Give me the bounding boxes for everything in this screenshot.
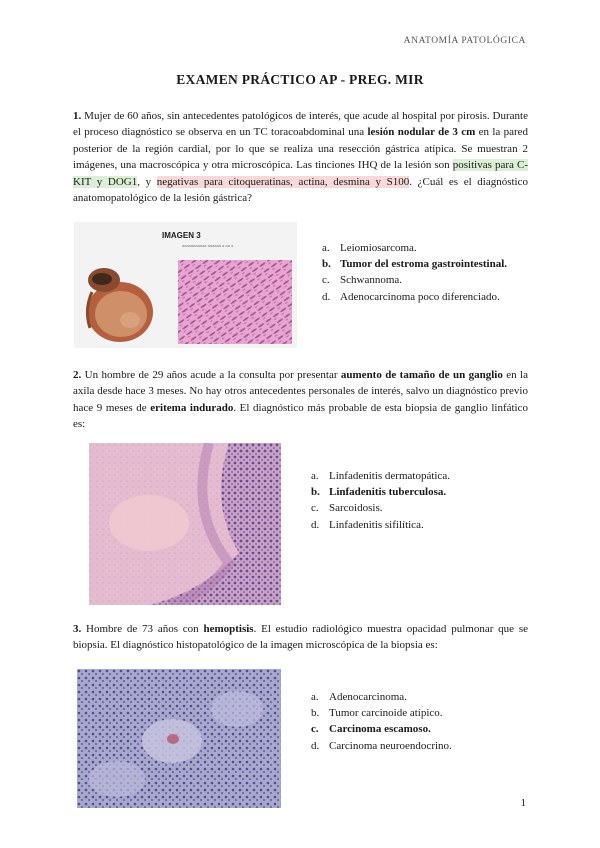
lymph-node-biopsy-image: [89, 443, 281, 605]
question-1-text: [73, 108, 528, 206]
option-letter: d.: [311, 518, 320, 531]
q3-option-d[interactable]: [311, 738, 452, 754]
q2-option-c[interactable]: [311, 500, 450, 516]
option-text: Linfadenitis tuberculosa.: [329, 486, 447, 499]
question-3-part: . El estudio radiológico muestra opacidad pulmonar que se biopsia. El diagnóstico histopatológico de la imagen microscópica de la biopsia es:: [73, 623, 528, 652]
question-1-part: en la pared posterior de la región cardial, por lo que se realiza una resección gástrica atípica. Se muestran 2 imágenes, una macroscópica y otra microscópica. Las tinciones IHQ de la lesión son: [73, 126, 529, 172]
option-text: Tumor carcinoide atípico.: [329, 707, 443, 720]
question-3-text: [73, 621, 528, 654]
option-letter: c.: [311, 723, 319, 736]
microscopic-spindle-cells: [178, 260, 292, 344]
question-2-bold: aumento de tamaño de un ganglio: [340, 369, 503, 381]
option-letter: d.: [311, 739, 320, 752]
q1-option-d[interactable]: [322, 289, 507, 305]
question-3-part: Hombre de 73 años con: [81, 623, 204, 635]
question-3-number: 3.: [73, 623, 82, 635]
q3-option-b[interactable]: [311, 705, 452, 721]
image-3-caption: aaaaaaaaaaa aaaaaa a aa a: [182, 243, 234, 248]
q3-option-c[interactable]: [311, 721, 452, 737]
option-text: Leiomiosarcoma.: [340, 242, 417, 254]
option-text: Adenocarcinoma.: [329, 691, 407, 703]
option-letter: b.: [311, 486, 320, 499]
question-1-negative-highlight: negativas para citoqueratinas, actina, desmina y S100: [156, 175, 410, 188]
option-text: Linfadenitis dermatopática.: [329, 470, 450, 482]
lung-biopsy-histology: [77, 669, 281, 808]
question-1-part: Mujer de 60 años, sin antecedentes patológicos de interés, que acude al hospital por pirosis. Durante el proceso diagnóstico se observa en un TC toracoabdominal una: [73, 110, 528, 139]
question-1-part: . ¿Cuál es el diagnóstico anatomopatológico de la lesión gástrica?: [73, 175, 529, 205]
option-letter: a.: [311, 691, 319, 703]
question-3-options: [311, 689, 452, 754]
question-3-bold: hemoptisis: [203, 623, 254, 635]
question-1-number: 1.: [73, 110, 82, 122]
option-letter: c.: [311, 502, 319, 515]
option-letter: c.: [322, 274, 330, 287]
q2-option-a[interactable]: [311, 468, 450, 484]
question-1-positive-highlight: positivas para C-KIT y DOG1: [73, 159, 528, 188]
q3-option-a[interactable]: [311, 689, 452, 705]
question-1-bold: lesión nodular de 3 cm: [367, 126, 476, 139]
option-text: Schwannoma.: [340, 274, 403, 287]
q1-option-c[interactable]: [322, 272, 507, 288]
option-text: Carcinoma neuroendocrino.: [329, 739, 452, 752]
option-text: Tumor del estroma gastrointestinal.: [340, 258, 508, 271]
question-2-number: 2.: [73, 369, 82, 381]
image-3-figure: [74, 222, 297, 348]
option-text: Sarcoidosis.: [329, 502, 383, 515]
question-2-part: . El diagnóstico más probable de esta biopsia de ganglio linfático es:: [73, 401, 528, 431]
option-letter: b.: [322, 258, 331, 271]
q1-option-b[interactable]: [322, 256, 507, 272]
question-1-options: [322, 240, 507, 305]
question-2-part: Un hombre de 29 años acude a la consulta por presentar: [81, 369, 341, 381]
option-text: Carcinoma escamoso.: [329, 723, 431, 736]
q1-option-a[interactable]: [322, 240, 507, 256]
q2-option-b[interactable]: [311, 484, 450, 500]
option-letter: a.: [322, 242, 330, 254]
page-number: 1: [520, 797, 526, 809]
section-header: ANATOMÍA PATOLÓGICA: [403, 36, 526, 46]
option-letter: d.: [322, 290, 331, 303]
option-text: Adenocarcinoma poco diferenciado.: [340, 290, 500, 303]
option-text: Linfadenitis sifilítica.: [329, 518, 424, 531]
option-letter: b.: [311, 707, 320, 720]
gastric-specimen-images: [74, 222, 297, 348]
question-2-part: en la axila desde hace 3 meses. No hay otros antecedentes personales de interés, salvo un diagnóstico previo hace 9 meses de: [73, 369, 528, 414]
lung-biopsy-image: [77, 669, 281, 808]
lymph-node-histology: [89, 443, 281, 605]
q2-option-d[interactable]: [311, 517, 450, 533]
question-2-text: [73, 367, 528, 433]
question-2-bold: eritema indurado: [150, 401, 234, 414]
question-2-options: [311, 468, 450, 533]
image-3-label: IMAGEN 3: [162, 231, 201, 240]
page-title: EXAMEN PRÁCTICO AP - PREG. MIR: [176, 72, 424, 87]
question-1-part: , y: [137, 175, 157, 188]
option-letter: a.: [311, 470, 319, 482]
